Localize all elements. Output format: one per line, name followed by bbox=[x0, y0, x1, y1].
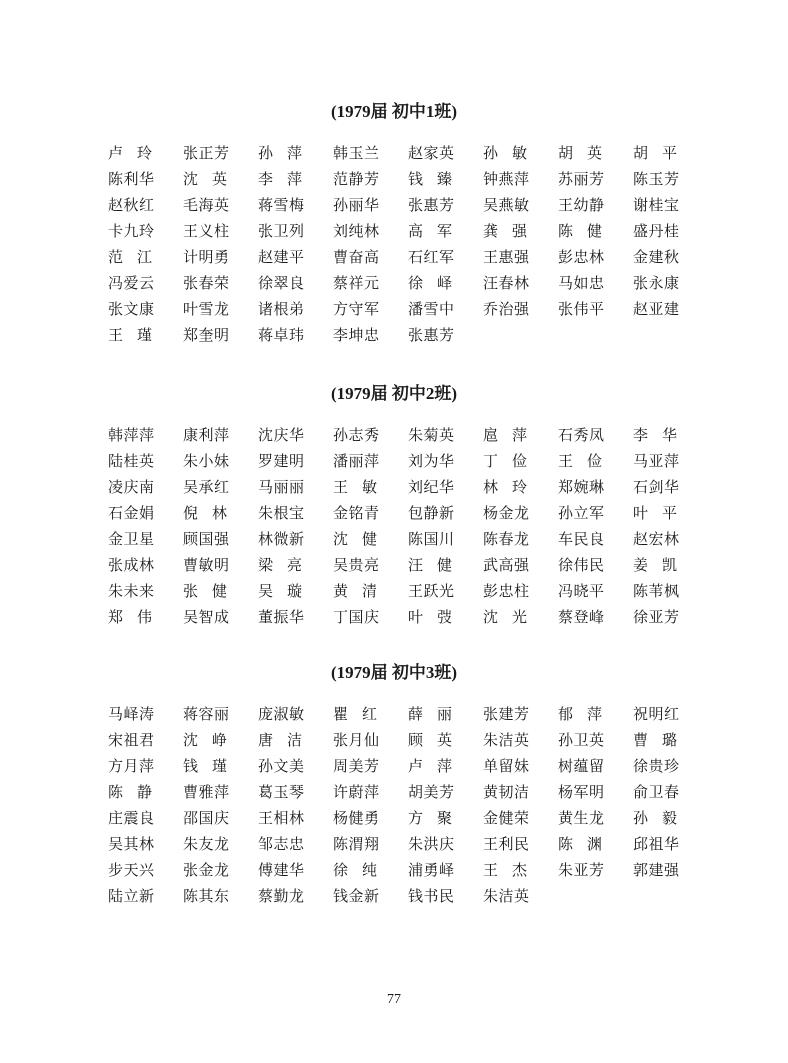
student-name: 武高强 bbox=[483, 556, 529, 574]
student-name: 陈玉芳 bbox=[633, 170, 679, 188]
student-name: 乔治强 bbox=[483, 300, 529, 318]
student-name: 吴贵亮 bbox=[333, 556, 379, 574]
student-name: 盛丹桂 bbox=[633, 222, 679, 240]
student-name: 孙志秀 bbox=[333, 426, 379, 444]
student-name: 林玲 bbox=[483, 478, 527, 496]
student-name: 叶平 bbox=[633, 504, 677, 522]
student-name: 王敏 bbox=[333, 478, 377, 496]
student-name: 汪健 bbox=[408, 556, 452, 574]
student-name: 蒋卓玮 bbox=[258, 326, 304, 344]
student-name: 王幼静 bbox=[558, 196, 604, 214]
student-name: 马如忠 bbox=[558, 274, 604, 292]
student-name: 彭忠林 bbox=[558, 248, 604, 266]
student-name: 沈健 bbox=[333, 530, 377, 548]
student-name: 沈光 bbox=[483, 608, 527, 626]
student-name: 姜凯 bbox=[633, 556, 677, 574]
student-name: 汪春林 bbox=[483, 274, 529, 292]
student-name: 蔡登峰 bbox=[558, 608, 604, 626]
student-name: 单留妹 bbox=[483, 757, 529, 775]
student-name: 张惠芳 bbox=[408, 196, 454, 214]
student-name: 陈渊 bbox=[558, 835, 602, 853]
name-row bbox=[0, 805, 788, 831]
name-row bbox=[0, 270, 788, 296]
student-name: 吴承红 bbox=[183, 478, 229, 496]
student-name: 冯爱云 bbox=[108, 274, 154, 292]
student-name: 马丽丽 bbox=[258, 478, 304, 496]
student-name: 王跃光 bbox=[408, 582, 454, 600]
name-row bbox=[0, 474, 788, 500]
student-name: 金健荣 bbox=[483, 809, 529, 827]
student-name: 唐洁 bbox=[258, 731, 302, 749]
student-name: 王惠强 bbox=[483, 248, 529, 266]
name-row bbox=[0, 296, 788, 322]
page-number: 77 bbox=[387, 992, 401, 1007]
student-name: 邱祖华 bbox=[633, 835, 679, 853]
student-name: 黄韧洁 bbox=[483, 783, 529, 801]
student-name: 庞淑敏 bbox=[258, 705, 304, 723]
student-name: 沈峥 bbox=[183, 731, 227, 749]
student-name: 孙卫英 bbox=[558, 731, 604, 749]
student-name: 范静芳 bbox=[333, 170, 379, 188]
student-name: 蔡祥元 bbox=[333, 274, 379, 292]
student-name: 金建秋 bbox=[633, 248, 679, 266]
student-name: 胡英 bbox=[558, 144, 602, 162]
student-name: 韩萍萍 bbox=[108, 426, 154, 444]
student-name: 林微新 bbox=[258, 530, 304, 548]
student-name: 许蔚萍 bbox=[333, 783, 379, 801]
name-row bbox=[0, 526, 788, 552]
student-name: 曹雅萍 bbox=[183, 783, 229, 801]
student-name: 孙文美 bbox=[258, 757, 304, 775]
student-name: 赵建平 bbox=[258, 248, 304, 266]
name-row bbox=[0, 727, 788, 753]
student-name: 丁国庆 bbox=[333, 608, 379, 626]
student-name: 凌庆南 bbox=[108, 478, 154, 496]
name-row bbox=[0, 500, 788, 526]
student-name: 倪林 bbox=[183, 504, 227, 522]
student-name: 彭忠柱 bbox=[483, 582, 529, 600]
student-name: 卢萍 bbox=[408, 757, 452, 775]
student-name: 潘丽萍 bbox=[333, 452, 379, 470]
student-name: 张卫列 bbox=[258, 222, 304, 240]
name-row bbox=[0, 857, 788, 883]
student-name: 包静新 bbox=[408, 504, 454, 522]
student-name: 刘纯林 bbox=[333, 222, 379, 240]
student-name: 吴智成 bbox=[183, 608, 229, 626]
student-name: 毛海英 bbox=[183, 196, 229, 214]
student-name: 罗建明 bbox=[258, 452, 304, 470]
student-name: 陈国川 bbox=[408, 530, 454, 548]
student-name: 朱亚芳 bbox=[558, 861, 604, 879]
student-name: 张惠芳 bbox=[408, 326, 454, 344]
student-name: 金卫星 bbox=[108, 530, 154, 548]
student-name: 陈苇枫 bbox=[633, 582, 679, 600]
student-name: 车民良 bbox=[558, 530, 604, 548]
student-name: 朱洁英 bbox=[483, 731, 529, 749]
student-name: 陈其东 bbox=[183, 887, 229, 905]
student-name: 方月萍 bbox=[108, 757, 154, 775]
student-name: 沈庆华 bbox=[258, 426, 304, 444]
student-name: 卡九玲 bbox=[108, 222, 154, 240]
student-name: 王瑾 bbox=[108, 326, 152, 344]
name-row bbox=[0, 244, 788, 270]
name-row bbox=[0, 552, 788, 578]
student-name: 赵宏林 bbox=[633, 530, 679, 548]
student-name: 胡美芳 bbox=[408, 783, 454, 801]
student-name: 黄生龙 bbox=[558, 809, 604, 827]
student-name: 计明勇 bbox=[183, 248, 229, 266]
student-name: 石金娟 bbox=[108, 504, 154, 522]
student-name: 俞卫春 bbox=[633, 783, 679, 801]
student-name: 谢桂宝 bbox=[633, 196, 679, 214]
student-name: 沈英 bbox=[183, 170, 227, 188]
student-name: 王相林 bbox=[258, 809, 304, 827]
student-name: 钱瑾 bbox=[183, 757, 227, 775]
student-name: 刘纪华 bbox=[408, 478, 454, 496]
student-name: 赵亚建 bbox=[633, 300, 679, 318]
section-heading: (1979届 初中2班) bbox=[330, 384, 458, 403]
student-name: 曹璐 bbox=[633, 731, 677, 749]
student-name: 王杰 bbox=[483, 861, 527, 879]
student-name: 徐纯 bbox=[333, 861, 377, 879]
name-row bbox=[0, 779, 788, 805]
student-name: 钱臻 bbox=[408, 170, 452, 188]
student-name: 郑奎明 bbox=[183, 326, 229, 344]
student-name: 诸根弟 bbox=[258, 300, 304, 318]
student-name: 张永康 bbox=[633, 274, 679, 292]
student-name: 钟燕萍 bbox=[483, 170, 529, 188]
student-name: 方聚 bbox=[408, 809, 452, 827]
student-name: 顾国强 bbox=[183, 530, 229, 548]
name-row bbox=[0, 753, 788, 779]
student-name: 刘为华 bbox=[408, 452, 454, 470]
student-name: 郁萍 bbox=[558, 705, 602, 723]
student-name: 邵国庆 bbox=[183, 809, 229, 827]
student-name: 丁俭 bbox=[483, 452, 527, 470]
name-row bbox=[0, 604, 788, 630]
student-name: 胡平 bbox=[633, 144, 677, 162]
student-name: 曹敏明 bbox=[183, 556, 229, 574]
student-name: 高军 bbox=[408, 222, 452, 240]
student-name: 董振华 bbox=[258, 608, 304, 626]
student-name: 朱友龙 bbox=[183, 835, 229, 853]
student-name: 黄清 bbox=[333, 582, 377, 600]
student-name: 傅建华 bbox=[258, 861, 304, 879]
student-name: 李华 bbox=[633, 426, 677, 444]
student-name: 顾英 bbox=[408, 731, 452, 749]
student-name: 陆桂英 bbox=[108, 452, 154, 470]
student-name: 郑婉琳 bbox=[558, 478, 604, 496]
student-name: 徐峄 bbox=[408, 274, 452, 292]
student-name: 孙立军 bbox=[558, 504, 604, 522]
name-row bbox=[0, 140, 788, 166]
student-name: 蒋雪梅 bbox=[258, 196, 304, 214]
student-name: 蔡勤龙 bbox=[258, 887, 304, 905]
name-row bbox=[0, 448, 788, 474]
student-name: 徐贵珍 bbox=[633, 757, 679, 775]
student-name: 赵秋红 bbox=[108, 196, 154, 214]
student-name: 孙萍 bbox=[258, 144, 302, 162]
name-row bbox=[0, 831, 788, 857]
student-name: 苏丽芳 bbox=[558, 170, 604, 188]
student-name: 李萍 bbox=[258, 170, 302, 188]
student-name: 朱洁英 bbox=[483, 887, 529, 905]
student-name: 范江 bbox=[108, 248, 152, 266]
student-name: 吴燕敏 bbox=[483, 196, 529, 214]
student-name: 王利民 bbox=[483, 835, 529, 853]
student-name: 陈健 bbox=[558, 222, 602, 240]
student-name: 潘雪中 bbox=[408, 300, 454, 318]
student-name: 郑伟 bbox=[108, 608, 152, 626]
student-name: 马峄涛 bbox=[108, 705, 154, 723]
student-name: 朱菊英 bbox=[408, 426, 454, 444]
student-name: 朱根宝 bbox=[258, 504, 304, 522]
student-name: 叶雪龙 bbox=[183, 300, 229, 318]
student-name: 张健 bbox=[183, 582, 227, 600]
student-name: 石红军 bbox=[408, 248, 454, 266]
student-name: 扈萍 bbox=[483, 426, 527, 444]
student-name: 张春荣 bbox=[183, 274, 229, 292]
student-name: 瞿红 bbox=[333, 705, 377, 723]
student-name: 薛丽 bbox=[408, 705, 452, 723]
section-heading: (1979届 初中1班) bbox=[330, 102, 458, 121]
student-name: 朱小妹 bbox=[183, 452, 229, 470]
student-name: 叶弢 bbox=[408, 608, 452, 626]
student-name: 庄震良 bbox=[108, 809, 154, 827]
student-name: 蒋容丽 bbox=[183, 705, 229, 723]
student-name: 孙敏 bbox=[483, 144, 527, 162]
student-name: 梁亮 bbox=[258, 556, 302, 574]
student-name: 钱书民 bbox=[408, 887, 454, 905]
student-name: 吴其林 bbox=[108, 835, 154, 853]
name-row bbox=[0, 578, 788, 604]
student-name: 康利萍 bbox=[183, 426, 229, 444]
student-name: 周美芳 bbox=[333, 757, 379, 775]
student-name: 步天兴 bbox=[108, 861, 154, 879]
section-heading: (1979届 初中3班) bbox=[330, 663, 458, 682]
student-name: 冯晓平 bbox=[558, 582, 604, 600]
student-name: 宋祖君 bbox=[108, 731, 154, 749]
student-name: 徐翠良 bbox=[258, 274, 304, 292]
student-name: 朱未来 bbox=[108, 582, 154, 600]
student-name: 张月仙 bbox=[333, 731, 379, 749]
student-name: 赵家英 bbox=[408, 144, 454, 162]
student-name: 徐亚芳 bbox=[633, 608, 679, 626]
student-name: 马亚萍 bbox=[633, 452, 679, 470]
student-name: 葛玉琴 bbox=[258, 783, 304, 801]
name-row bbox=[0, 192, 788, 218]
name-row bbox=[0, 322, 788, 348]
student-name: 韩玉兰 bbox=[333, 144, 379, 162]
name-row bbox=[0, 701, 788, 727]
student-name: 杨军明 bbox=[558, 783, 604, 801]
student-name: 陈利华 bbox=[108, 170, 154, 188]
student-name: 吴璇 bbox=[258, 582, 302, 600]
student-name: 卢玲 bbox=[108, 144, 152, 162]
student-name: 孙毅 bbox=[633, 809, 677, 827]
student-name: 张正芳 bbox=[183, 144, 229, 162]
student-name: 张文康 bbox=[108, 300, 154, 318]
student-name: 郭建强 bbox=[633, 861, 679, 879]
student-name: 张成林 bbox=[108, 556, 154, 574]
student-name: 王俭 bbox=[558, 452, 602, 470]
student-name: 石剑华 bbox=[633, 478, 679, 496]
student-name: 邹志忠 bbox=[258, 835, 304, 853]
student-name: 方守军 bbox=[333, 300, 379, 318]
student-name: 张建芳 bbox=[483, 705, 529, 723]
name-row bbox=[0, 883, 788, 909]
student-name: 陈静 bbox=[108, 783, 152, 801]
student-name: 树蕴留 bbox=[558, 757, 604, 775]
student-name: 龚强 bbox=[483, 222, 527, 240]
student-name: 徐伟民 bbox=[558, 556, 604, 574]
student-name: 曹奋高 bbox=[333, 248, 379, 266]
name-row bbox=[0, 166, 788, 192]
student-name: 钱金新 bbox=[333, 887, 379, 905]
student-name: 陈春龙 bbox=[483, 530, 529, 548]
student-name: 李坤忠 bbox=[333, 326, 379, 344]
student-name: 孙丽华 bbox=[333, 196, 379, 214]
student-name: 杨健勇 bbox=[333, 809, 379, 827]
student-name: 张伟平 bbox=[558, 300, 604, 318]
student-name: 祝明红 bbox=[633, 705, 679, 723]
student-name: 王义柱 bbox=[183, 222, 229, 240]
student-name: 陆立新 bbox=[108, 887, 154, 905]
student-name: 金铭青 bbox=[333, 504, 379, 522]
student-name: 朱洪庆 bbox=[408, 835, 454, 853]
name-row bbox=[0, 422, 788, 448]
student-name: 张金龙 bbox=[183, 861, 229, 879]
student-name: 浦勇峄 bbox=[408, 861, 454, 879]
student-name: 陈渭翔 bbox=[333, 835, 379, 853]
name-row bbox=[0, 218, 788, 244]
student-name: 石秀凤 bbox=[558, 426, 604, 444]
student-name: 杨金龙 bbox=[483, 504, 529, 522]
